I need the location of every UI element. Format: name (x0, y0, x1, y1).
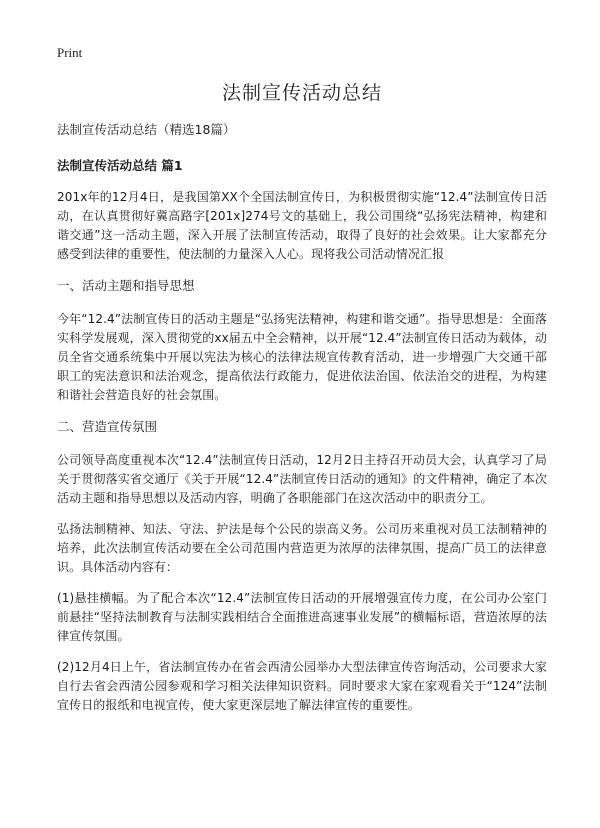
activity-item-2: (2)12月4日上午，省法制宣传办在省会西清公园举办大型法律宣传咨询活动，公司要求大家自行去省会西清公园参观和学习相关法律知识资料。同时要求大家在家观看关于“124”法制宣传日的报纸和电视宣传，使大家更深层地了解法律宣传的重要性。 (57, 660, 547, 712)
section-2-paragraph-1: 公司领导高度重视本次“12.4”法制宣传日活动，12月2日主持召开动员大会，认真学习了局关于贯彻落实省交通厅《关于开展“12.4”法制宣传日活动的通知》的文件精神，确定了本次活动主题和指导思想以及活动内容，明确了各职能部门在这次活动中的职责分工。 (57, 453, 547, 505)
document-subtitle: 法制宣传活动总结（精选18篇） (57, 122, 236, 137)
section-2-heading: 二、营造宣传氛围 (57, 419, 158, 434)
section-2-paragraph-2: 弘扬法制精神、知法、守法、护法是每个公民的崇高义务。公司历来重视对员工法制精神的培养，此次法制宣传活动要在全公司范围内营造更为浓厚的法律氛围，提高广员工的法律意识。具体活动内容有： (57, 522, 547, 574)
activity-item-1: (1)悬挂横幅。为了配合本次“12.4”法制宣传日活动的开展增强宣传力度，在公司办公室门前悬挂“坚持法制教育与法制实践相结合全面推进高速事业发展”的横幅标语，营造浓厚的法律宣传氛围。 (57, 591, 547, 643)
article-title: 法制宣传活动总结 篇1 (57, 158, 183, 173)
section-1-heading: 一、活动主题和指导思想 (57, 278, 195, 293)
document-title: 法制宣传活动总结 (221, 82, 382, 104)
print-link[interactable]: Print (57, 45, 83, 60)
document-page (57, 78, 547, 727)
section-1-paragraph: 今年“12.4”法制宣传日的活动主题是“弘扬宪法精神，构建和谐交通”。指导思想是：全面落实科学发展观，深入贯彻党的xx届五中全会精神，以开展“12.4”法制宣传日活动为载体，动员全省交通系统集中开展以宪法为核心的法律法规宣传教育活动，进一步增强广大交通干部职工的宪法意识和法治观念，提高依法行政能力，促进依法治国、依法治交的进程，为构建和谐社会营造良好的社会氛围。 (57, 312, 547, 402)
intro-paragraph: 201x年的12月4日，是我国第XX个全国法制宣传日，为积极贯彻实施“12.4”法制宣传日活动，在认真贯彻好冀高路字[201x]274号文的基础上，我公司围绕“弘扬宪法精神，构建和谐交通”这一活动主题，深入开展了法制宣传活动，取得了良好的社会效果。让大家都充分感受到法律的重要性，使法制的力量深入人心。现将我公司活动情况汇报 (57, 190, 547, 261)
